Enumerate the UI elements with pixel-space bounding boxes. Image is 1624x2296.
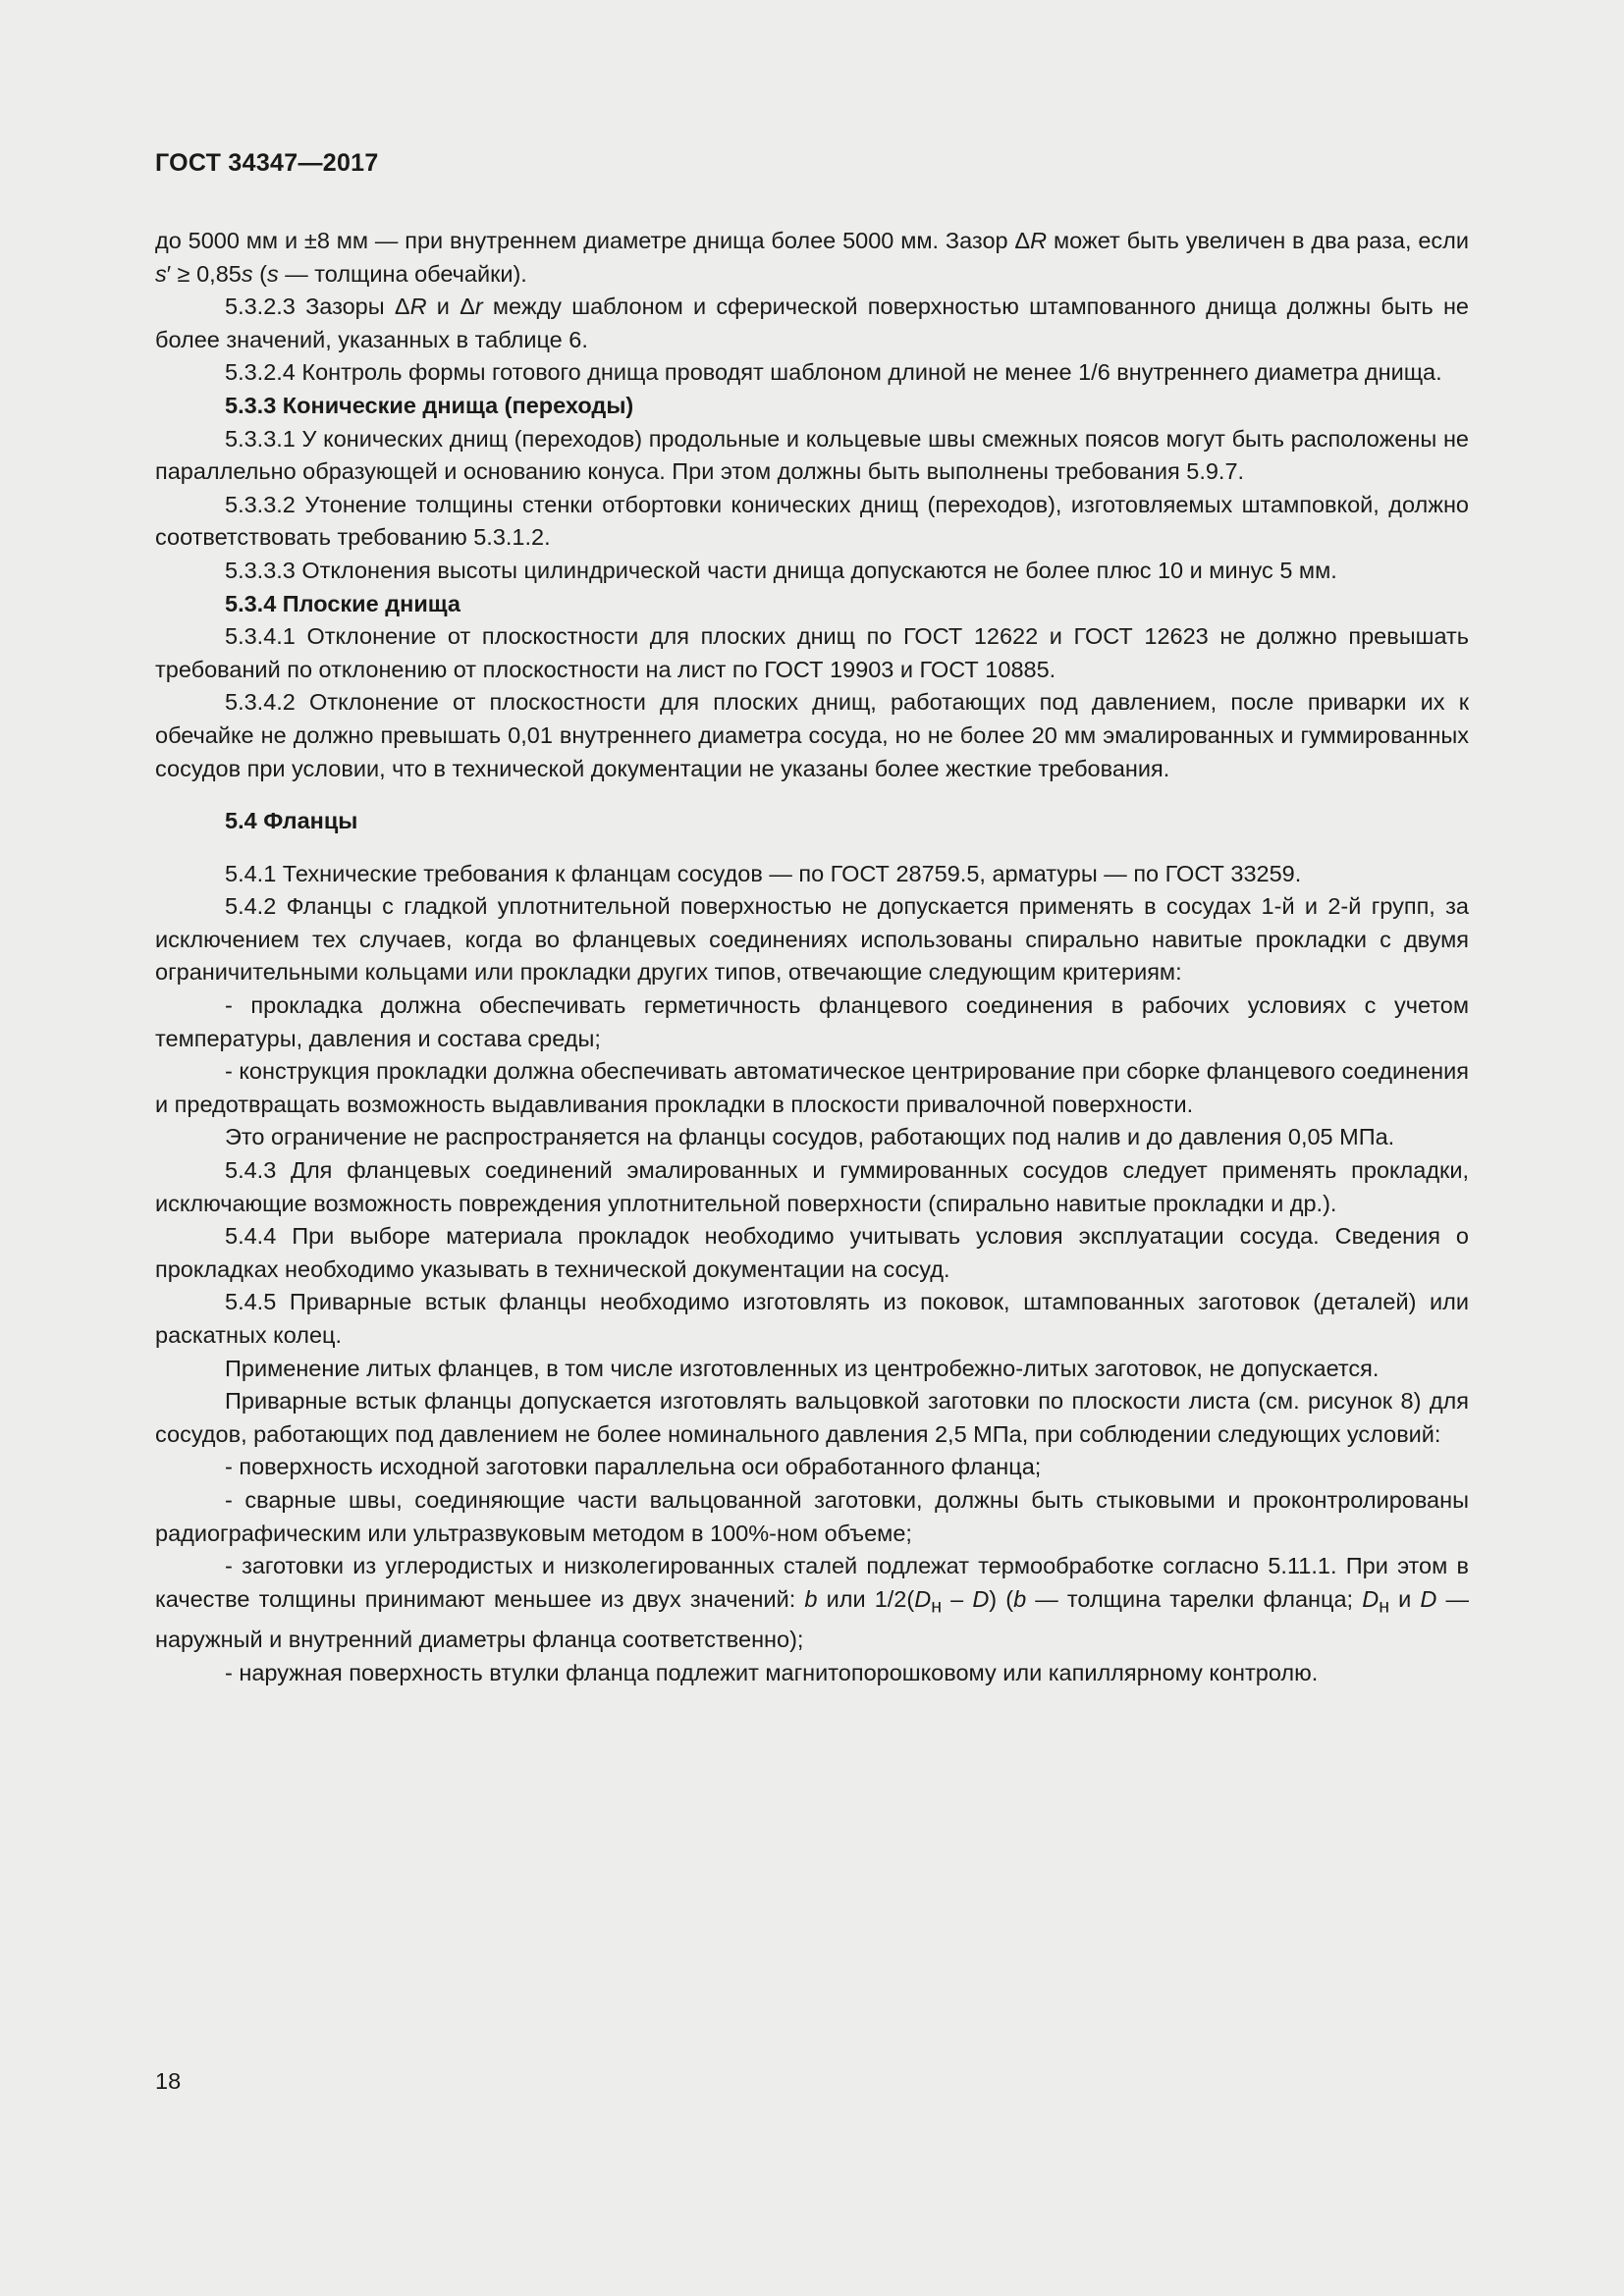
paragraph: - наружная поверхность втулки фланца подлежит магнитопорошковому или капиллярному контролю. — [225, 1659, 1319, 1685]
document-body — [155, 225, 1469, 1689]
paragraph: 5.4.3 Для фланцевых соединений эмалированных и гуммированных сосудов следует применять прокладки, исключающие возможность повреждения уплотнительной поверхности (спирально навитые прокладки и др.). — [155, 1157, 1469, 1216]
paragraph: 5.3.4.2 Отклонение от плоскостности для плоских днищ, работающих под давлением, после приварки их к обечайке не должно превышать 0,01 внутреннего диаметра сосуда, но не более 20 мм эмалированных и гуммированных сосудов при условии, что в технической документации не указаны более жесткие требования. — [155, 689, 1469, 781]
paragraph: 5.3.3.2 Утонение толщины стенки отбортовки конических днищ (переходов), изготовляемых штамповкой, должно соответствовать требованию 5.3.1.2. — [155, 491, 1469, 551]
paragraph: 5.3.2.4 Контроль формы готового днища проводят шаблоном длиной не менее 1/6 внутреннего диаметра днища. — [225, 359, 1442, 386]
paragraph: 5.3.2.3 Зазоры ΔR и Δr между шаблоном и сферической поверхностью штампованного днища должны быть не более значений, указанных в таблице 6. — [155, 294, 1469, 352]
paragraph: 5.4.1 Технические требования к фланцам сосудов — по ГОСТ 28759.5, арматуры — по ГОСТ 33259. — [225, 860, 1302, 886]
paragraph: до 5000 мм и ±8 мм — при внутреннем диаметре днища более 5000 мм. Зазор ΔR может быть увеличен в два раза, если s′ ≥ 0,85s (s — толщина обечайки). — [155, 228, 1469, 287]
paragraph: - заготовки из углеродистых и низколегированных сталей подлежат термообработке согласно 5.11.1. При этом в качестве толщины принимают меньшее из двух значений: b или $1/2(D_н - D)$ (b — толщина тарелки фланца; $D_н$ и D — наружный и внутренний диаметры фланца соответственно); — [155, 1553, 1469, 1653]
paragraph: Это ограничение не распространяется на фланцы сосудов, работающих под налив и до давления 0,05 МПа. — [225, 1124, 1395, 1150]
page-number: 18 — [155, 2068, 182, 2094]
section-heading: 5.4 Фланцы — [225, 808, 358, 834]
paragraph: 5.4.4 При выборе материала прокладок необходимо учитывать условия эксплуатации сосуда. Сведения о прокладках необходимо указывать в технической документации на сосуд. — [155, 1223, 1469, 1282]
paragraph: 5.4.2 Фланцы с гладкой уплотнительной поверхностью не допускается применять в сосудах 1-й и 2-й групп, за исключением тех случаев, когда во фланцевых соединениях использованы спирально навитые прокладки с двумя ограничительными кольцами или прокладки других типов, отвечающие следующим критериям: — [155, 893, 1469, 986]
paragraph: 5.3.3.3 Отклонения высоты цилиндрической части днища допускаются не более плюс 10 и минус 5 мм. — [225, 557, 1337, 583]
document-header: ГОСТ 34347—2017 — [155, 149, 379, 177]
paragraph: 5.3.4.1 Отклонение от плоскостности для плоских днищ по ГОСТ 12622 и ГОСТ 12623 не должно превышать требований по отклонению от плоскостности на лист по ГОСТ 19903 и ГОСТ 10885. — [155, 623, 1469, 682]
paragraph: - прокладка должна обеспечивать герметичность фланцевого соединения в рабочих условиях с учетом температуры, давления и состава среды; — [155, 992, 1469, 1051]
paragraph: Приварные встык фланцы допускается изготовлять вальцовкой заготовки по плоскости листа (см. рисунок 8) для сосудов, работающих под давлением не более номинального давления 2,5 МПа, при соблюдении следующих условий: — [155, 1388, 1469, 1447]
paragraph: 5.3.3.1 У конических днищ (переходов) продольные и кольцевые швы смежных поясов могут быть расположены не параллельно образующей и основанию конуса. При этом должны быть выполнены требования 5.9.7. — [155, 425, 1469, 485]
paragraph: - сварные швы, соединяющие части вальцованной заготовки, должны быть стыковыми и проконтролированы радиографическим или ультразвуковым методом в 100%-ном объеме; — [155, 1486, 1469, 1546]
paragraph: - поверхность исходной заготовки параллельна оси обработанного фланца; — [225, 1454, 1042, 1480]
paragraph: 5.4.5 Приварные встык фланцы необходимо изготовлять из поковок, штампованных заготовок (деталей) или раскатных колец. — [155, 1289, 1469, 1348]
section-heading: 5.3.4 Плоские днища — [225, 590, 460, 616]
section-heading: 5.3.3 Конические днища (переходы) — [225, 392, 634, 418]
paragraph: - конструкция прокладки должна обеспечивать автоматическое центрирование при сборке фланцевого соединения и предотвращать возможность выдавливания прокладки в плоскости привалочной поверхности. — [155, 1058, 1469, 1117]
paragraph: Применение литых фланцев, в том числе изготовленных из центробежно-литых заготовок, не допускается. — [225, 1355, 1380, 1381]
